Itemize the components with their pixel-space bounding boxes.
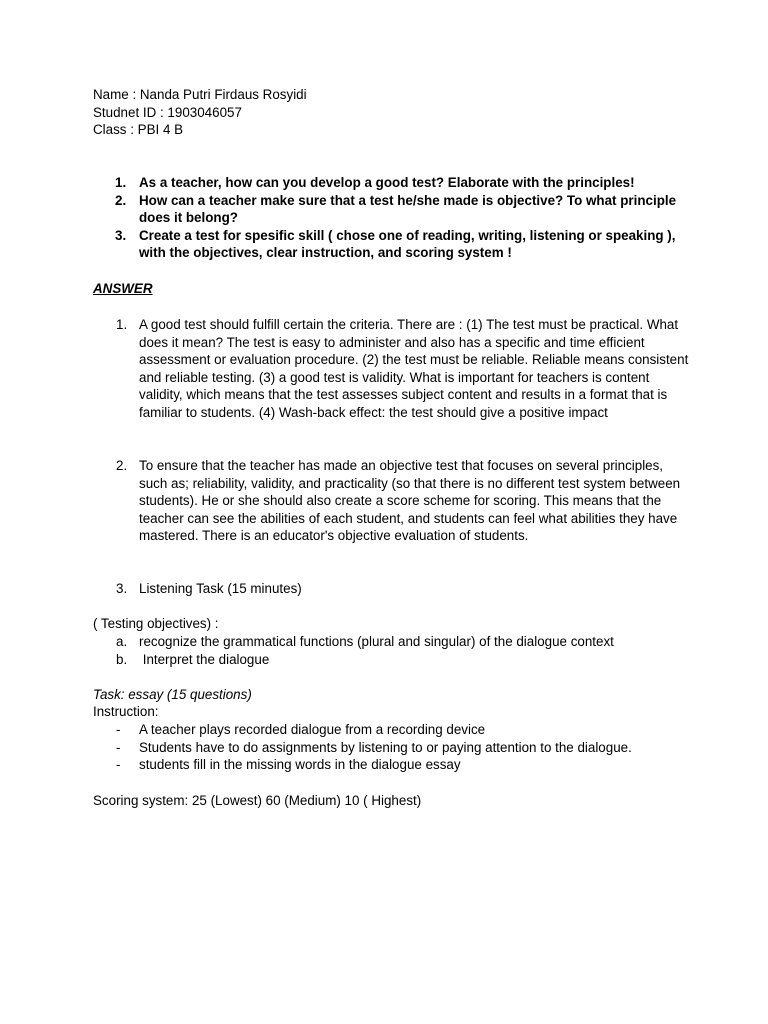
scoring-system: Scoring system: 25 (Lowest) 60 (Medium) 10 ( Highest): [93, 793, 422, 808]
instruction-text: A teacher plays recorded dialogue from a recording device: [139, 722, 486, 737]
answer-text: A good test should fulfill certain the criteria. There are : (1) The test must be practical. What does it mean? The test is easy to administer and also has a specific and time efficient assessment or evaluation procedure. (2) the test must be reliable. Reliable means consistent and reliable testing. (3) a good test is validity. What is important for teachers is content validity, which means that the test assesses subject content and results in a format that is familiar to students. (4) Wash-back effect: the test should give a positive impact: [139, 317, 689, 420]
instruction-item: [93, 739, 693, 757]
answer-number: 3.: [116, 581, 128, 596]
answer-heading: ANSWER: [93, 281, 153, 296]
question-item: [93, 227, 693, 262]
objective-text: Interpret the dialogue: [139, 651, 270, 667]
answer-item: [93, 580, 693, 598]
student-id: Studnet ID : 1903046057: [93, 104, 242, 120]
instruction-dash: -: [116, 757, 121, 773]
instruction-dash: -: [116, 722, 121, 737]
instruction-dash: -: [116, 739, 121, 755]
answer-number: 1.: [116, 317, 128, 332]
objectives-title: ( Testing objectives) :: [93, 616, 219, 631]
instruction-text: students fill in the missing words in the dialogue essay: [139, 757, 461, 773]
objective-letter: b.: [116, 651, 128, 667]
objective-item: [93, 633, 693, 651]
question-text: Create a test for spesific skill ( chose one of reading, writing, listening or speaking ), with the objectives, clear instruction, and scoring system !: [139, 227, 676, 261]
question-number: 2.: [115, 192, 127, 208]
question-number: 3.: [115, 227, 127, 243]
task-title: Task: essay (15 questions): [93, 687, 252, 702]
student-class: Class : PBI 4 B: [93, 122, 184, 138]
instruction-list: [93, 721, 693, 774]
answer-item: [93, 457, 693, 545]
answer-number: 2.: [116, 458, 128, 473]
instruction-item: [93, 721, 693, 739]
answer-text: To ensure that the teacher has made an objective test that focuses on several principles, such as; reliability, validity, and practicality (so that there is no different test system between students). He or she should also create a score scheme for scoring. This means that the teacher can see the abilities of each student, and students can feel what abilities they have mastered. There is an educator's objective evaluation of students.: [139, 458, 681, 544]
answer-block: [93, 316, 693, 422]
objective-text: recognize the grammatical functions (plural and singular) of the dialogue context: [139, 634, 614, 649]
question-number: 1.: [115, 175, 127, 190]
answer-block: [93, 457, 693, 545]
document-page: [93, 86, 693, 808]
objective-letter: a.: [116, 634, 128, 649]
instruction-label: Instruction:: [93, 704, 159, 719]
answer-text: Listening Task (15 minutes): [139, 581, 302, 596]
student-name: Name : Nanda Putri Firdaus Rosyidi: [93, 87, 307, 102]
instruction-item: [93, 756, 693, 774]
question-text: How can a teacher make sure that a test he/she made is objective? To what principle does it belong?: [139, 192, 677, 226]
objective-item: [93, 651, 693, 669]
question-list: [93, 174, 693, 262]
question-item: [93, 174, 693, 192]
objectives-list: [93, 633, 693, 668]
question-text: As a teacher, how can you develop a good test? Elaborate with the principles!: [139, 175, 635, 190]
instruction-text: Students have to do assignments by listening to or paying attention to the dialogue.: [139, 739, 632, 755]
answer-item: [93, 316, 693, 422]
answer-block: [93, 580, 693, 598]
question-item: [93, 192, 693, 227]
